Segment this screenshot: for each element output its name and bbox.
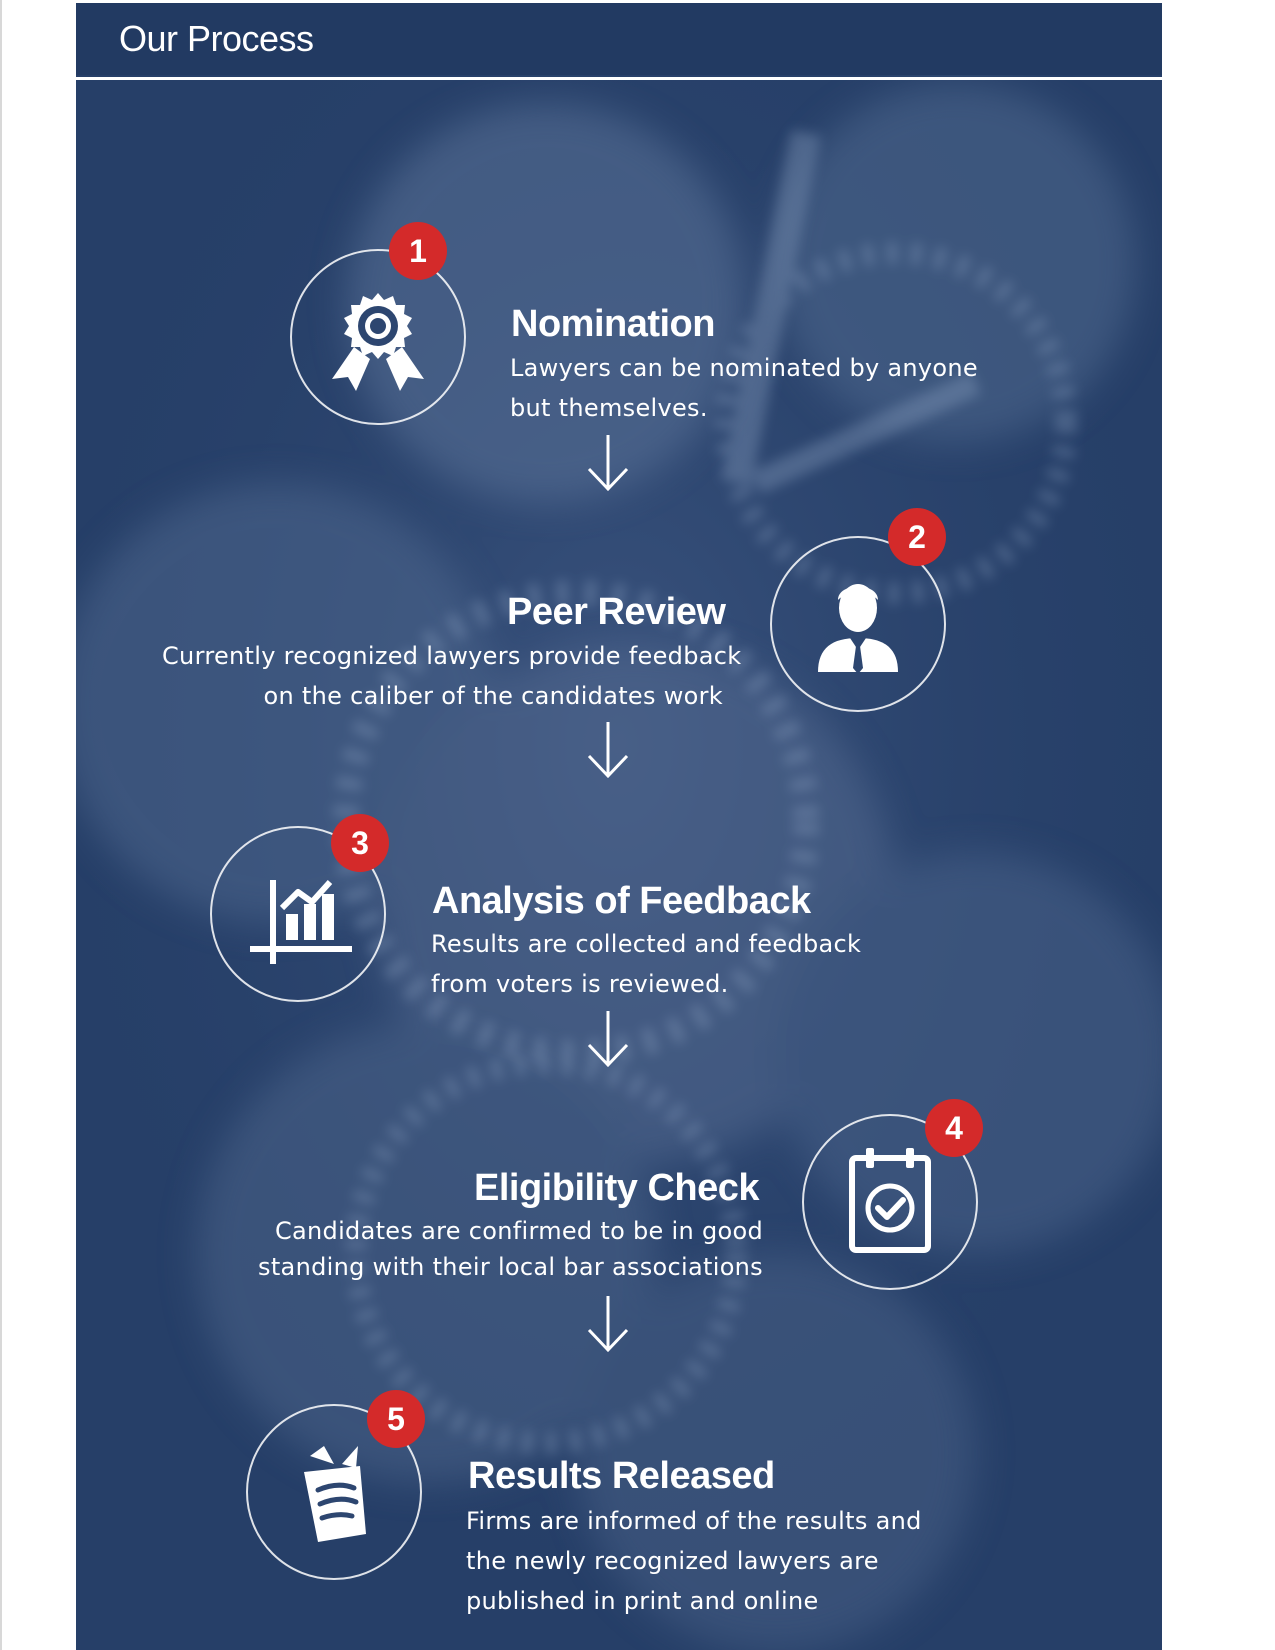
down-arrow-icon bbox=[585, 720, 631, 780]
step-2-number-badge: 2 bbox=[888, 508, 946, 566]
step-4-description-line: Candidates are confirmed to be in good bbox=[274, 1217, 763, 1245]
step-1-description-line: Lawyers can be nominated by anyone bbox=[510, 354, 978, 382]
header-divider bbox=[76, 77, 1162, 80]
step-3-number-badge: 3 bbox=[331, 814, 389, 872]
step-4-number-badge: 4 bbox=[925, 1099, 983, 1157]
process-panel bbox=[76, 3, 1162, 1650]
step-1-description-line: but themselves. bbox=[510, 394, 708, 422]
step-5-description-line: the newly recognized lawyers are bbox=[466, 1547, 879, 1575]
step-5-number-badge: 5 bbox=[367, 1390, 425, 1448]
step-4-description-line: standing with their local bar associations bbox=[258, 1253, 763, 1281]
step-1-number-badge: 1 bbox=[389, 222, 447, 280]
down-arrow-icon bbox=[585, 1294, 631, 1354]
step-2-description-line: on the caliber of the candidates work bbox=[263, 682, 723, 710]
step-2-title: Peer Review bbox=[507, 591, 726, 633]
step-5-description bbox=[466, 1501, 922, 1621]
step-2-description-line: Currently recognized lawyers provide feedback bbox=[162, 642, 742, 670]
gears-background-image bbox=[76, 3, 1162, 1650]
down-arrow-icon bbox=[585, 433, 631, 493]
step-3-description bbox=[431, 924, 861, 1004]
step-4-description bbox=[162, 1213, 763, 1285]
step-2-description bbox=[162, 636, 742, 716]
step-1-description bbox=[510, 348, 978, 428]
step-4-title: Eligibility Check bbox=[474, 1167, 760, 1209]
step-1-title: Nomination bbox=[511, 303, 715, 345]
step-5-description-line: published in print and online bbox=[466, 1587, 819, 1615]
page-left-border bbox=[0, 0, 2, 1650]
header-bar bbox=[76, 3, 1162, 75]
step-3-title: Analysis of Feedback bbox=[432, 880, 811, 922]
step-5-title: Results Released bbox=[468, 1455, 775, 1497]
step-1-circle bbox=[290, 249, 466, 425]
step-3-description-line: from voters is reviewed. bbox=[431, 970, 729, 998]
step-5-description-line: Firms are informed of the results and bbox=[466, 1507, 922, 1535]
step-3-description-line: Results are collected and feedback bbox=[431, 930, 862, 958]
down-arrow-icon bbox=[585, 1009, 631, 1069]
page-title: Our Process bbox=[119, 18, 314, 59]
award-ribbon-icon bbox=[292, 251, 464, 423]
